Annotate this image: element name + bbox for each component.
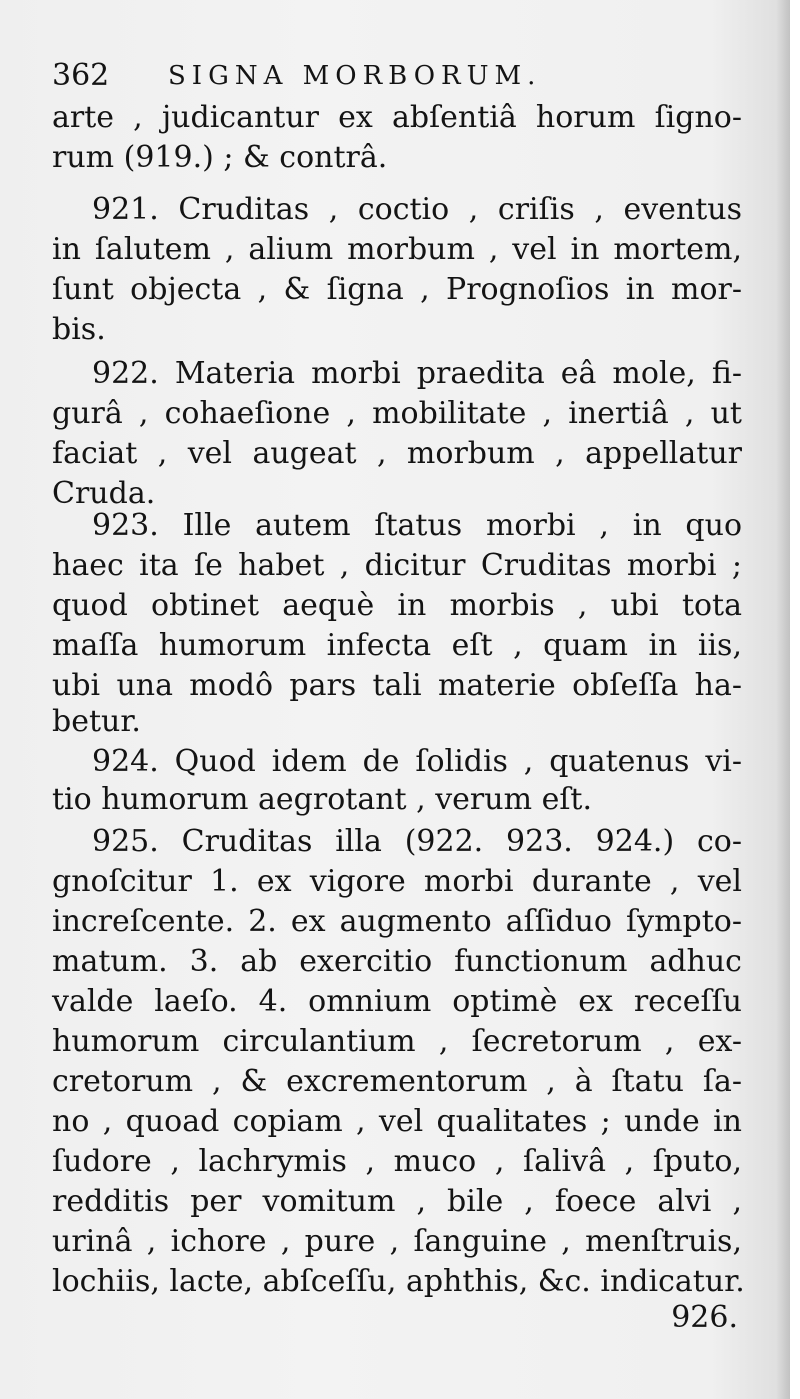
text-line: increſcente. 2. ex augmento aſſiduo ſympto- [52,904,742,939]
page-header [52,56,742,96]
text-line: no , quoad copiam , vel qualitates ; unde in [52,1104,742,1139]
text-line: ubi una modô pars tali materie obſeſſa ha- [52,668,742,703]
text-line: in ſalutem , alium morbum , vel in mortem, [52,232,742,267]
text-line: rum (919.) ; & contrâ. [52,140,388,175]
text-line: bis. [52,312,106,347]
text-line: 924. Quod idem de ſolidis , quatenus vi- [92,744,742,779]
page-number: 362 [52,58,110,93]
text-line: Cruda. [52,476,156,511]
text-line: redditis per vomitum , bile , foece alvi , [52,1184,742,1219]
text-line: ſunt objecta , & ſigna , Prognoſios in mor- [52,272,742,307]
text-line: quod obtinet aequè in morbis , ubi tota [52,588,742,623]
catchword: 926. [671,1300,738,1335]
text-line: gurâ , cohaeſione , mobilitate , inertiâ , ut [52,396,742,431]
text-line: humorum circulantium , ſecretorum , ex- [52,1024,742,1059]
text-line: ſudore , lachrymis , muco , ſalivâ , ſputo, [52,1144,742,1179]
text-line: faciat , vel augeat , morbum , appellatur [52,436,742,471]
text-line: maſſa humorum infecta eſt , quam in iis, [52,628,742,663]
text-line: 923. Ille autem ſtatus morbi , in quo [92,508,742,543]
text-line: lochiis, lacte, abſceſſu, aphthis, &c. indicatur. [52,1264,745,1299]
text-line: tio humorum aegrotant , verum eſt. [52,782,593,817]
text-line: urinâ , ichore , pure , ſanguine , menſtruis, [52,1224,742,1259]
text-line: matum. 3. ab exercitio functionum adhuc [52,944,742,979]
text-line: betur. [52,704,141,739]
text-line: 925. Cruditas illa (922. 923. 924.) co- [92,824,742,859]
text-line: valde laeſo. 4. omnium optimè ex receſſu [52,984,742,1019]
text-line: 922. Materia morbi praedita eâ mole, fi- [92,356,742,391]
text-line: cretorum , & excrementorum , à ſtatu ſa- [52,1064,742,1099]
running-head: SIGNA MORBORUM. [168,61,542,91]
text-line: gnoſcitur 1. ex vigore morbi durante , vel [52,864,742,899]
text-line: haec ita ſe habet , dicitur Cruditas morbi ; [52,548,742,583]
text-line: arte , judicantur ex abſentiâ horum ſigno- [52,100,742,135]
text-line: 921. Cruditas , coctio , criſis , eventus [92,192,742,227]
